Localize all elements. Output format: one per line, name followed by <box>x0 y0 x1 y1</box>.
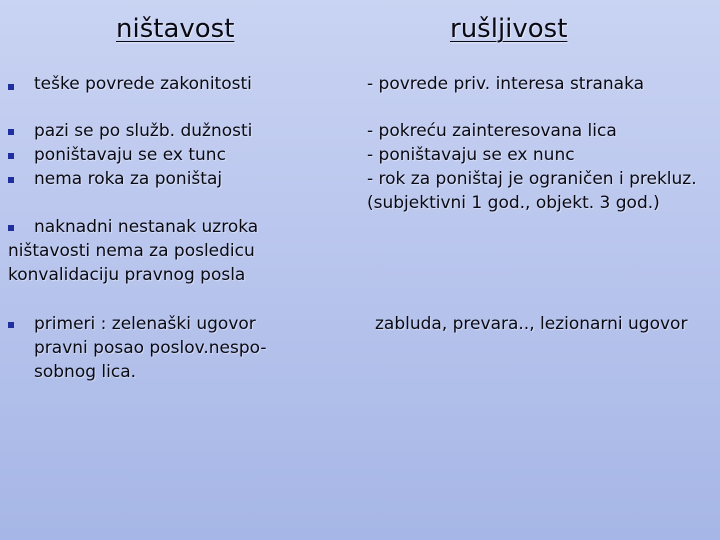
right-line-3: - poništavaju se ex nunc <box>367 145 575 165</box>
bullet-icon <box>8 322 14 328</box>
left-item-6-line-3: sobnog lica. <box>34 362 137 382</box>
right-line-6: zabluda, prevara.., lezionarni ugovor <box>375 314 688 334</box>
left-item-6-line-2: pravni posao poslov.nespo- <box>34 338 267 358</box>
left-item-2: pazi se po služb. dužnosti <box>34 121 253 141</box>
left-item-5-line-1: naknadni nestanak uzroka <box>34 217 259 237</box>
bullet-icon <box>8 129 14 135</box>
heading-rusljivost: rušljivost <box>450 14 568 44</box>
left-item-1: teške povrede zakonitosti <box>34 74 252 94</box>
left-item-6-line-1: primeri : zelenaški ugovor <box>34 314 256 334</box>
bullet-icon <box>8 225 14 231</box>
heading-nistavost: ništavost <box>116 14 235 44</box>
bullet-icon <box>8 177 14 183</box>
right-line-5: (subjektivni 1 god., objekt. 3 god.) <box>367 193 660 213</box>
right-line-4: - rok za poništaj je ograničen i prekluz. <box>367 169 697 189</box>
bullet-icon <box>8 153 14 159</box>
left-item-5-line-3: konvalidaciju pravnog posla <box>8 265 246 285</box>
left-item-4: nema roka za poništaj <box>34 169 223 189</box>
left-item-3: poništavaju se ex tunc <box>34 145 226 165</box>
bullet-icon <box>8 84 14 90</box>
right-line-2: - pokreću zainteresovana lica <box>367 121 617 141</box>
right-line-1: - povrede priv. interesa stranaka <box>367 74 645 94</box>
left-item-5-line-2: ništavosti nema za posledicu <box>8 241 255 261</box>
